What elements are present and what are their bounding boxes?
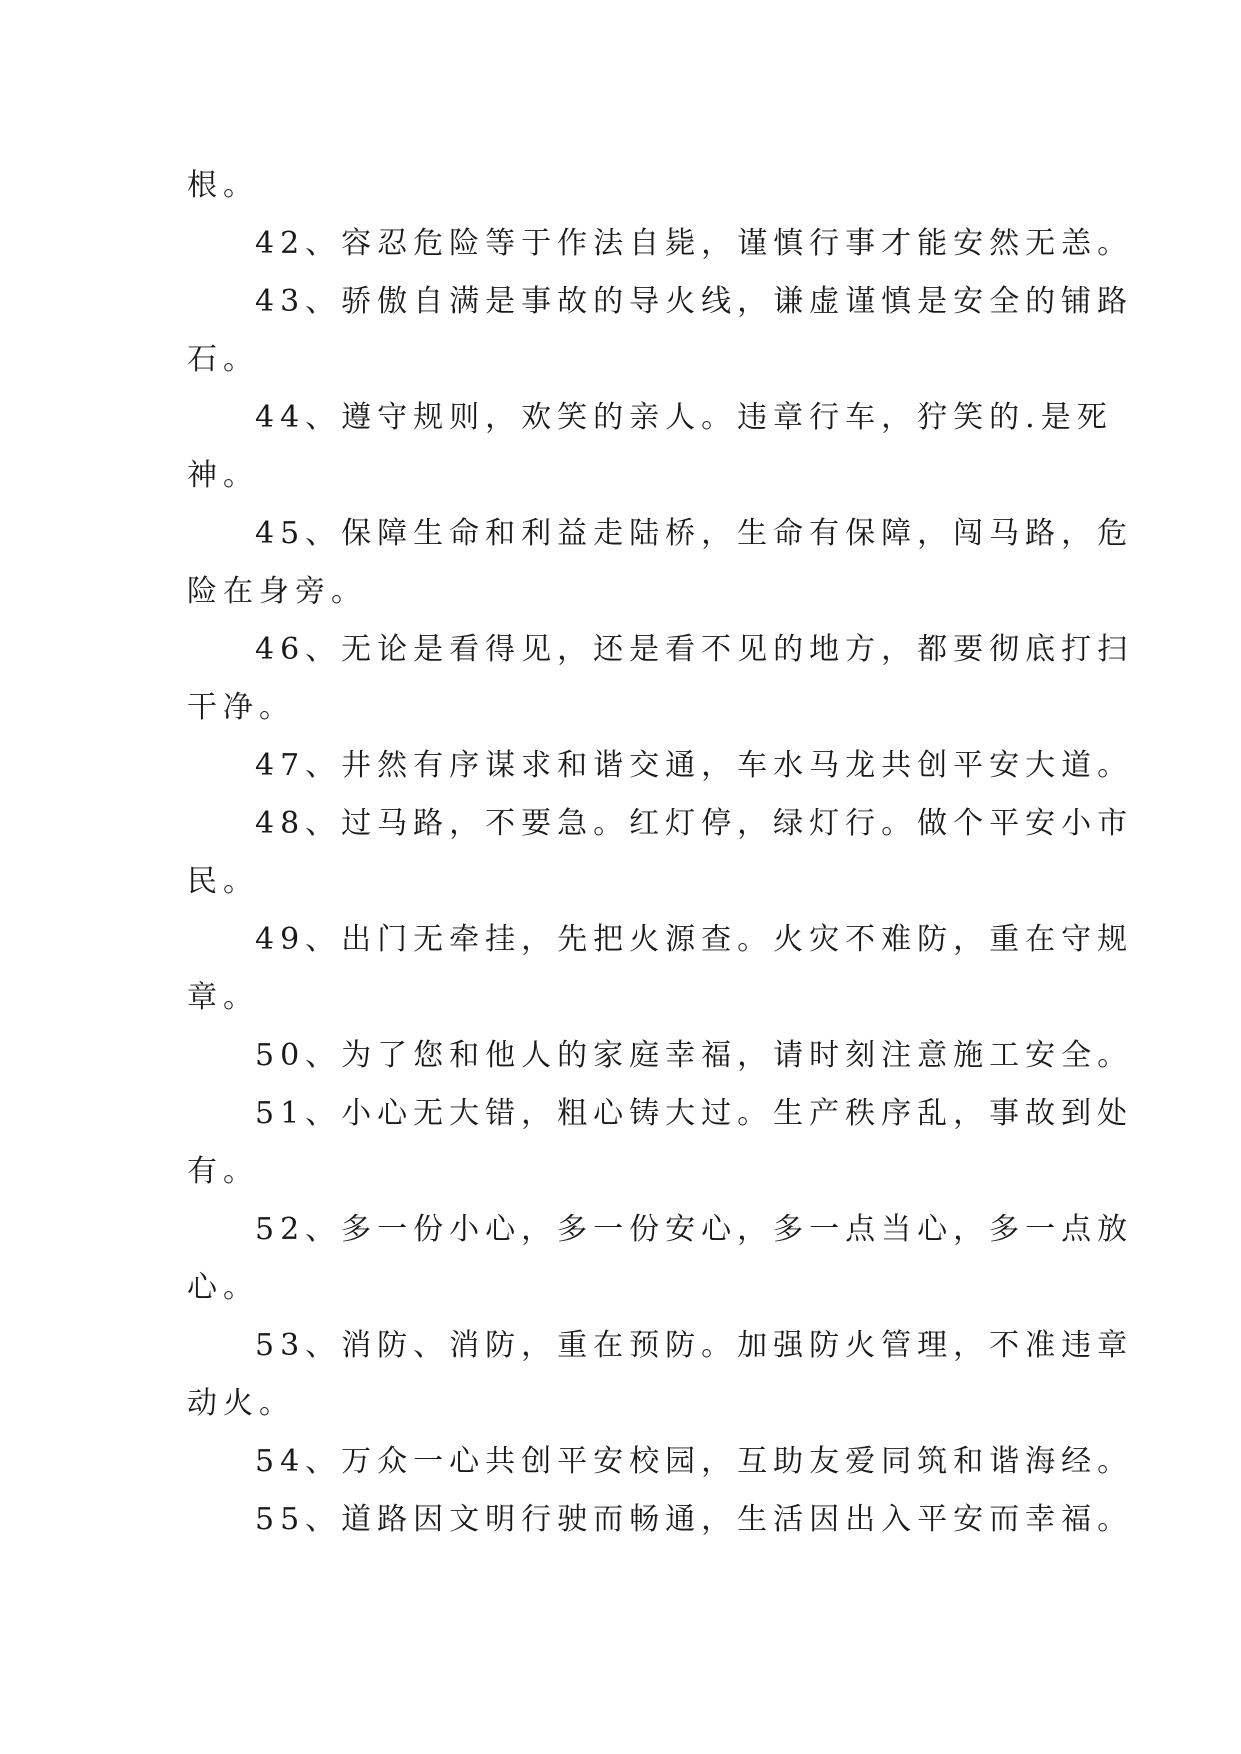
text-line: 48、过马路，不要急。红灯停，绿灯行。做个平安小市 [255, 806, 1134, 841]
text-line: 神。 [187, 458, 259, 493]
text-line: 有。 [187, 1154, 259, 1189]
text-line: 49、出门无牵挂，先把火源查。火灾不难防，重在守规 [255, 922, 1134, 957]
text-line: 45、保障生命和利益走陆桥，生命有保障，闯马路，危 [255, 516, 1134, 551]
text-line: 51、小心无大错，粗心铸大过。生产秩序乱，事故到处 [255, 1096, 1134, 1131]
text-line: 民。 [187, 864, 259, 899]
text-line: 动火。 [187, 1386, 295, 1421]
text-line: 44、遵守规则，欢笑的亲人。违章行车，狞笑的.是死 [255, 400, 1113, 435]
text-line: 52、多一份小心，多一份安心，多一点当心，多一点放 [255, 1212, 1134, 1247]
text-line: 55、道路因文明行驶而畅通，生活因出入平安而幸福。 [255, 1502, 1134, 1537]
text-line: 50、为了您和他人的家庭幸福，请时刻注意施工安全。 [255, 1038, 1134, 1073]
text-line: 石。 [187, 342, 259, 377]
text-line: 干净。 [187, 690, 295, 725]
document-body [187, 157, 1134, 1549]
text-line: 43、骄傲自满是事故的导火线，谦虚谨慎是安全的铺路 [255, 284, 1134, 319]
text-line: 根。 [187, 168, 259, 203]
text-line: 心。 [187, 1270, 259, 1305]
text-line: 47、井然有序谋求和谐交通，车水马龙共创平安大道。 [255, 748, 1134, 783]
text-line: 54、万众一心共创平安校园，互助友爱同筑和谐海经。 [255, 1444, 1134, 1479]
text-line: 章。 [187, 980, 259, 1015]
text-line: 53、消防、消防，重在预防。加强防火管理，不准违章 [255, 1328, 1134, 1363]
text-line: 42、容忍危险等于作法自毙，谨慎行事才能安然无恙。 [255, 226, 1134, 261]
text-line: 险在身旁。 [187, 574, 367, 609]
text-line: 46、无论是看得见，还是看不见的地方，都要彻底打扫 [255, 632, 1134, 667]
